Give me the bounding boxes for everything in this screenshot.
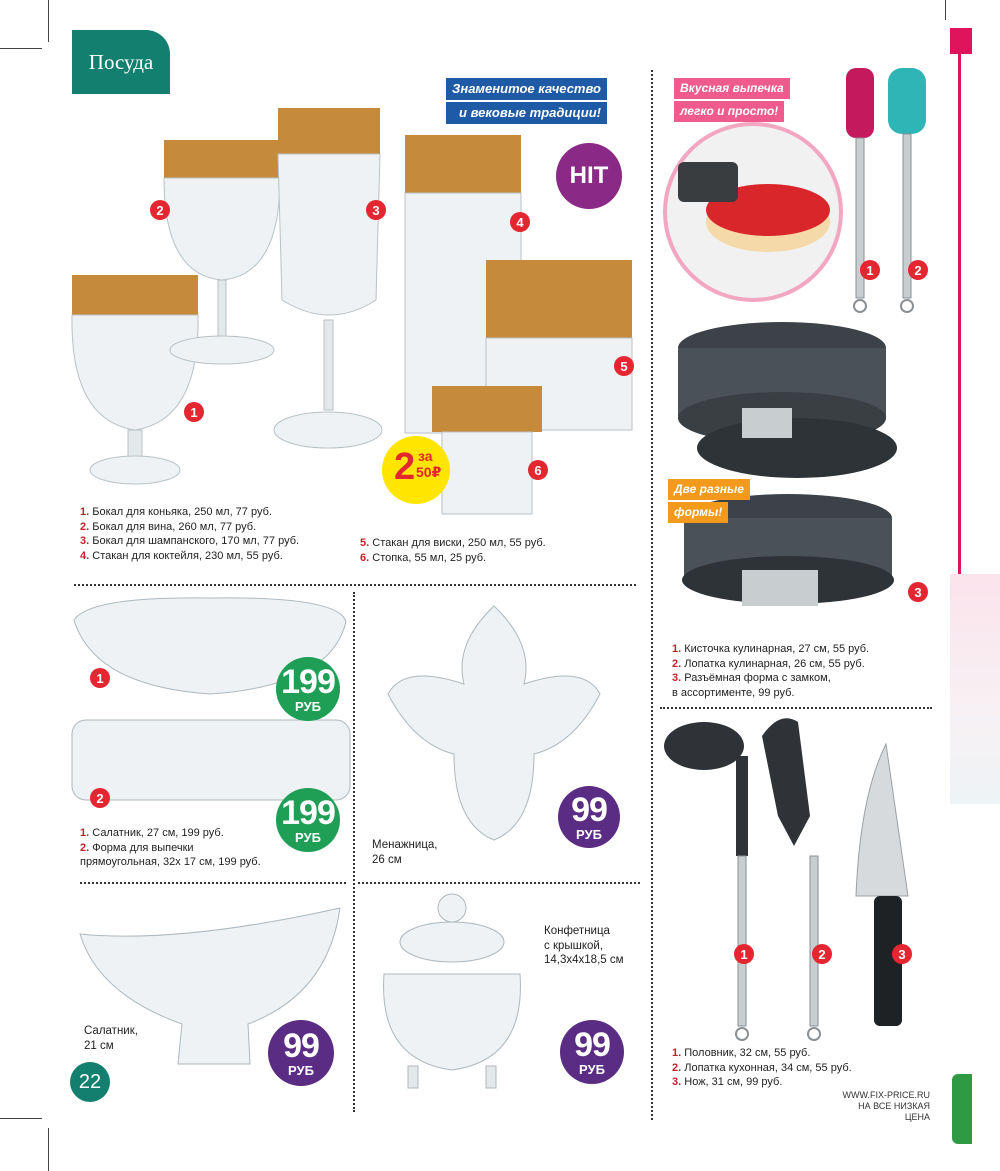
forms-banner xyxy=(668,479,750,523)
cheesecake-photo xyxy=(658,122,848,302)
section-tab xyxy=(72,30,170,94)
neighbor-page-image xyxy=(950,574,1000,804)
banner-line: формы! xyxy=(668,502,728,523)
crop-mark xyxy=(48,0,49,42)
ladle-head xyxy=(664,722,744,770)
divider xyxy=(358,882,640,884)
footer-branding xyxy=(840,1090,930,1123)
footer-site: WWW.FIX-PRICE.RU xyxy=(842,1090,930,1100)
price-currency: РУБ xyxy=(579,1062,605,1077)
price-value: 199 xyxy=(281,663,335,701)
marker-2: 2 xyxy=(150,200,170,220)
marker-4: 4 xyxy=(510,212,530,232)
springform-pans-illustration xyxy=(672,318,922,638)
brush-spatula-illustration xyxy=(840,66,940,316)
price-badge xyxy=(558,786,620,848)
price-value: 99 xyxy=(283,1027,319,1065)
marker-1: 1 xyxy=(90,668,110,688)
glasses-caption-left xyxy=(80,505,299,563)
spatula-head xyxy=(762,718,810,846)
section-title: Посуда xyxy=(88,49,154,74)
baking-banner xyxy=(674,78,790,122)
utensils-caption xyxy=(672,1046,852,1090)
price-badge xyxy=(276,788,340,852)
divider xyxy=(74,584,636,586)
kitchen-utensils-illustration xyxy=(660,716,920,1046)
glasses-caption-right xyxy=(360,536,546,565)
baking-caption xyxy=(672,642,869,700)
caption-line: 3. Разъёмная форма с замком, xyxy=(672,672,831,684)
page-number xyxy=(70,1062,110,1102)
promo-count: 2 xyxy=(394,446,416,488)
glassware-illustration xyxy=(60,100,640,520)
price-value: 199 xyxy=(281,794,335,832)
marker-3: 3 xyxy=(366,200,386,220)
banner-line: Знаменитое качество xyxy=(446,78,607,100)
crop-mark xyxy=(945,0,946,20)
caption-line: 4. Стакан для коктейля, 230 мл, 55 руб. xyxy=(80,549,283,562)
neighbor-page-strip xyxy=(950,28,972,54)
caption-line: 3. Бокал для шампанского, 170 мл, 77 руб. xyxy=(80,535,300,547)
caption-line: 2. Форма для выпечки xyxy=(80,841,194,854)
crop-mark xyxy=(0,1118,42,1119)
caption-line: 2. Лопатка кулинарная, 26 см, 55 руб. xyxy=(672,657,865,670)
caption-line: Менажница, xyxy=(372,839,438,851)
price-currency: РУБ xyxy=(288,1063,314,1078)
price-badge xyxy=(560,1020,624,1084)
promo-badge xyxy=(382,436,450,504)
neighbor-page-strip xyxy=(958,54,975,574)
page-number-label: 22 xyxy=(78,1070,102,1093)
promo-price: 50₽ xyxy=(416,464,442,480)
spatula-head xyxy=(888,68,926,134)
marker-6: 6 xyxy=(528,460,548,480)
crop-mark xyxy=(48,1128,49,1171)
banner-line: Две разные xyxy=(668,479,750,500)
marker-2: 2 xyxy=(812,944,832,964)
knife-blade xyxy=(856,744,908,896)
marker-1: 1 xyxy=(734,944,754,964)
price-value: 99 xyxy=(574,1026,610,1064)
marker-2: 2 xyxy=(908,260,928,280)
price-value: 99 xyxy=(571,791,607,829)
konfetnitsa-illustration xyxy=(374,890,534,1100)
caption-line: Салатник, xyxy=(84,1025,138,1037)
caption-line: 1. Бокал для коньяка, 250 мл, 77 руб. xyxy=(80,506,272,518)
caption-line: 14,3х4х18,5 см xyxy=(544,954,624,966)
hit-badge-label: HIT xyxy=(569,162,609,189)
banner-line: Вкусная выпечка xyxy=(674,78,790,99)
menazhnitsa-caption xyxy=(372,838,438,867)
salad-caption xyxy=(80,826,261,870)
promo-za: за xyxy=(418,448,433,464)
neighbor-page-tab xyxy=(952,1074,972,1144)
divider xyxy=(660,707,932,709)
salatnik-21-caption xyxy=(84,1024,138,1053)
footer-slogan: НА ВСЕ НИЗКАЯ ЦЕНА xyxy=(858,1101,930,1122)
banner-line: легко и просто! xyxy=(674,101,784,122)
caption-line: прямоугольная, 32х 17 см, 199 руб. xyxy=(80,856,261,868)
caption-line: с крышкой, xyxy=(544,939,604,952)
cognac-glass xyxy=(72,275,198,484)
price-badge xyxy=(276,657,340,721)
caption-line: 5. Стакан для виски, 250 мл, 55 руб. xyxy=(360,537,546,549)
caption-line: в ассортименте, 99 руб. xyxy=(672,686,795,699)
marker-2: 2 xyxy=(90,788,110,808)
price-currency: РУБ xyxy=(576,827,602,842)
marker-5: 5 xyxy=(614,356,634,376)
caption-line: 3. Нож, 31 см, 99 руб. xyxy=(672,1076,783,1088)
konfetnitsa-caption xyxy=(544,924,624,968)
caption-line: 26 см xyxy=(372,853,402,866)
caption-line: 21 см xyxy=(84,1039,114,1052)
caption-line: 1. Кисточка кулинарная, 27 см, 55 руб. xyxy=(672,643,870,655)
price-badge xyxy=(268,1020,334,1086)
caption-line: 2. Бокал для вина, 260 мл, 77 руб. xyxy=(80,520,257,533)
divider xyxy=(80,882,346,884)
divider xyxy=(651,70,653,1120)
caption-line: 1. Половник, 32 см, 55 руб. xyxy=(672,1047,811,1059)
marker-1: 1 xyxy=(184,402,204,422)
marker-3: 3 xyxy=(908,582,928,602)
brush-head xyxy=(846,68,874,138)
champagne-glass xyxy=(274,108,382,448)
caption-line: Конфетница xyxy=(544,925,610,937)
price-currency: РУБ xyxy=(295,699,321,714)
price-currency: РУБ xyxy=(295,830,321,845)
caption-line: 2. Лопатка кухонная, 34 см, 55 руб. xyxy=(672,1061,852,1074)
caption-line: 6. Стопка, 55 мл, 25 руб. xyxy=(360,551,487,564)
banner-line: и вековые традиции! xyxy=(446,102,607,124)
shot-glass xyxy=(432,386,542,514)
marker-1: 1 xyxy=(860,260,880,280)
crop-mark xyxy=(0,48,42,49)
caption-line: 1. Салатник, 27 см, 199 руб. xyxy=(80,827,224,839)
marker-3: 3 xyxy=(892,944,912,964)
